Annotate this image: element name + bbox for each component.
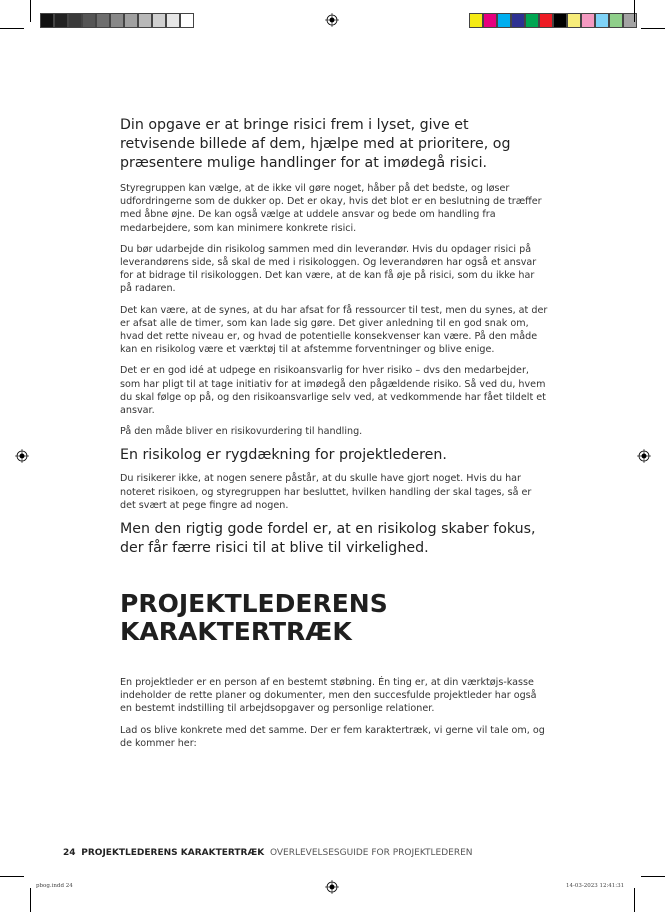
crop-mark: [641, 28, 665, 29]
color-swatch: [166, 13, 180, 28]
color-swatch: [469, 13, 483, 28]
grayscale-color-bar: [40, 13, 194, 28]
color-swatch: [567, 13, 581, 28]
section-heading: PROJEKTLEDERENS KARAKTERTRÆK: [120, 589, 388, 647]
crop-mark: [641, 876, 665, 877]
footer-book-title: OVERLEVELSESGUIDE FOR PROJEKTLEDEREN: [269, 848, 473, 858]
footer-section-title: PROJEKTLEDERENS KARAKTERTRÆK: [81, 848, 265, 858]
body-paragraph: Styregruppen kan vælge, at de ikke vil gøre noget, håber på det bedste, og løser udfordringerne som de dukker op. Det er okay, hvis det blot er en beslutning de træffer med åbne øjne. De kan også vælge at uddele ansvar og bede om handling fra medarbejdere, som kan minimere konkrete risici.: [120, 183, 542, 234]
color-swatch: [152, 13, 166, 28]
crop-mark: [0, 28, 24, 29]
color-swatch: [68, 13, 82, 28]
body-paragraph: Du risikerer ikke, at nogen senere påstår, at du skulle have gjort noget. Hvis du har noteret risikoen, og styregruppen har besluttet, hvilken handling der skal tages, så er det svært at pege fingre ad nogen.: [120, 473, 532, 511]
registration-mark-icon: [325, 13, 339, 27]
lead-paragraph: Men den rigtig gode fordel er, at en risikolog skaber fokus, der får færre risici til at blive til virkelighed.: [120, 521, 536, 557]
process-color-bar: [469, 13, 637, 28]
color-swatch: [581, 13, 595, 28]
crop-mark: [30, 0, 31, 22]
color-swatch: [595, 13, 609, 28]
color-swatch: [124, 13, 138, 28]
registration-mark-icon: [325, 880, 339, 894]
color-swatch: [40, 13, 54, 28]
color-swatch: [483, 13, 497, 28]
body-paragraph: Det er en god idé at udpege en risikoansvarlig for hver risiko – dvs den medarbejder, som har pligt til at tage initiativ for at imødegå den pågældende risiko. Så ved du, hvem du skal følge op på, og den risikoansvarlige selv ved, at vedkommende har fået tildelt et ansvar.: [120, 365, 546, 417]
color-swatch: [54, 13, 68, 28]
body-paragraph: En projektleder er en person af en bestemt støbning. Én ting er, at din værktøjs-kasse indeholder de rette planer og dokumenter, men den succesfulde projektleder har også en bestemt indstilling til arbejdsopgaver og personlige relationer.: [120, 677, 537, 715]
body-paragraph: Du bør udarbejde din risikolog sammen med din leverandør. Hvis du opdager risici på leverandørens side, så skal de med i risikologgen. Og leverandøren har også et ansvar for at bidrage til risikologgen. Det kan være, at de kan få øje på risici, som du ikke har på radaren.: [120, 243, 537, 295]
page-footer: [63, 848, 473, 858]
color-swatch: [623, 13, 637, 28]
lead-paragraph: Din opgave er at bringe risici frem i lyset, give et retvisende billede af dem, hjælpe med at prioritere, og præsentere mulige handlinger for at imødegå risici.: [120, 117, 511, 171]
slug-timestamp: 14-03-2023 12:41:31: [566, 883, 625, 889]
crop-mark: [0, 876, 24, 877]
slug-file-name: pbog.indd 24: [36, 883, 73, 889]
color-swatch: [82, 13, 96, 28]
page-number: 24: [63, 848, 76, 858]
crop-mark: [30, 888, 31, 912]
color-swatch: [539, 13, 553, 28]
color-swatch: [96, 13, 110, 28]
main-text-column: [120, 116, 548, 758]
lead-paragraph: En risikolog er rygdækning for projektlederen.: [120, 447, 447, 464]
body-paragraph: Det kan være, at de synes, at du har afsat for få ressourcer til test, men du synes, at der er afsat alle de timer, som kan lade sig gøre. Det giver anledning til en god snak om, hvad det rette niveau er, og hvad de potentielle konsekvenser kan være. På den måde kan en risikolog være et værktøj til at afstemme forventninger og blive enige.: [120, 304, 548, 356]
color-swatch: [110, 13, 124, 28]
color-swatch: [138, 13, 152, 28]
color-swatch: [497, 13, 511, 28]
color-swatch: [609, 13, 623, 28]
color-swatch: [511, 13, 525, 28]
crop-mark: [634, 888, 635, 912]
body-paragraph: Lad os blive konkrete med det samme. Der er fem karaktertræk, vi gerne vil tale om, og de kommer her:: [120, 724, 545, 749]
crop-mark: [634, 0, 635, 22]
color-swatch: [525, 13, 539, 28]
registration-mark-icon: [15, 449, 29, 463]
registration-mark-icon: [637, 449, 651, 463]
color-swatch: [180, 13, 194, 28]
body-paragraph: På den måde bliver en risikovurdering til handling.: [120, 426, 363, 438]
color-swatch: [553, 13, 567, 28]
